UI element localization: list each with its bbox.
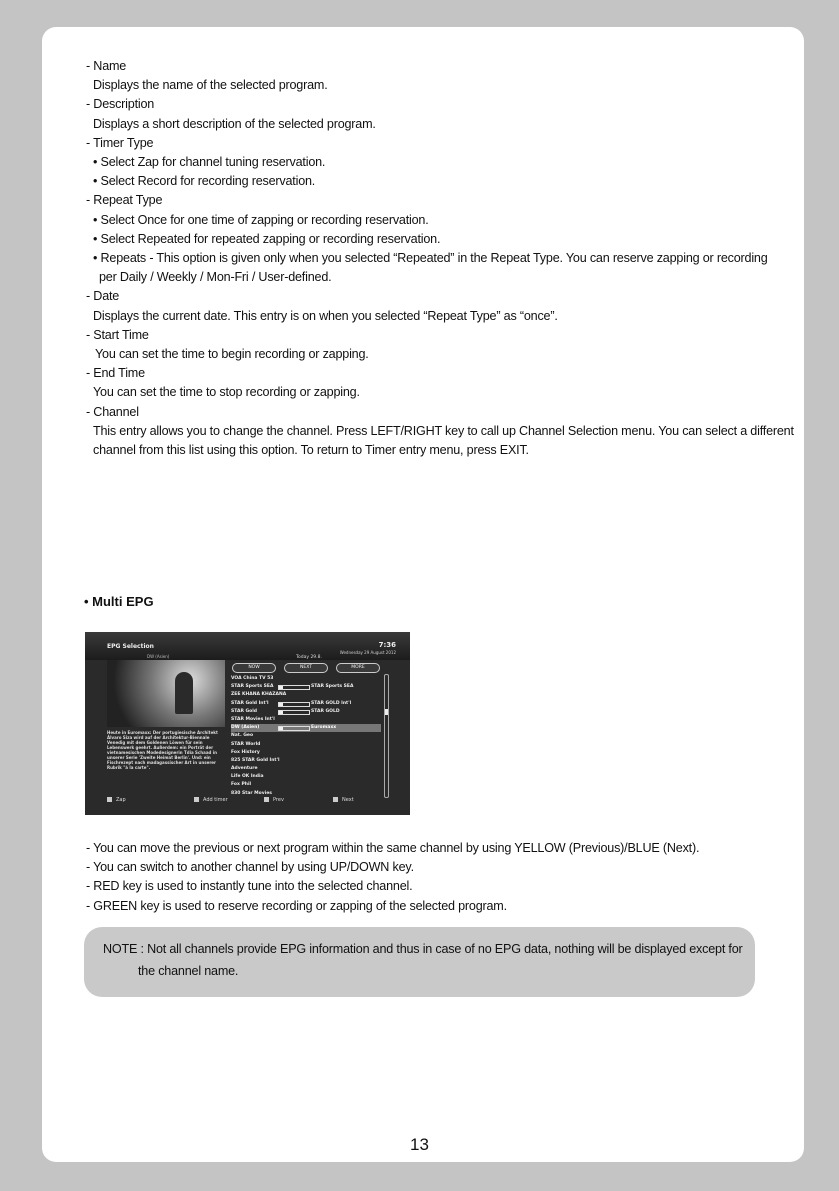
page-number: 13 xyxy=(410,1135,429,1154)
section-line: This entry allows you to change the channel. Press LEFT/RIGHT key to call up Channel Selection menu. You can select a different xyxy=(93,423,794,438)
tab-next[interactable]: NEXT xyxy=(284,663,328,673)
section-line: • Select Record for recording reservation. xyxy=(93,174,316,189)
section-line: - Repeat Type xyxy=(86,193,163,208)
preview-figure xyxy=(175,672,193,714)
epg-scrollbar[interactable] xyxy=(384,674,389,798)
epg-channel-row[interactable] xyxy=(231,757,381,765)
channel-name: Adventure xyxy=(231,766,258,772)
instruction-line: - You can switch to another channel by using UP/DOWN key. xyxy=(86,860,414,875)
epg-title: EPG Selection xyxy=(107,643,154,650)
section-line: Displays a short description of the selected program. xyxy=(93,116,376,131)
section-line: • Select Once for one time of zapping or recording reservation. xyxy=(93,212,429,227)
channel-name: Life OK India xyxy=(231,774,264,780)
epg-video-preview xyxy=(107,660,225,727)
program-progress-bar xyxy=(278,710,310,715)
channel-name: STAR World xyxy=(231,741,261,747)
section-line: - Date xyxy=(86,289,120,304)
yellow-key-icon xyxy=(264,797,269,802)
footer-add-timer[interactable]: Add timer xyxy=(194,797,228,803)
channel-name: STAR Gold Int'l xyxy=(231,700,269,706)
epg-channel-row[interactable] xyxy=(231,724,381,732)
program-name: STAR Sports SEA xyxy=(311,684,354,690)
section-line: - Start Time xyxy=(86,327,149,342)
program-name: Euromaxx xyxy=(311,725,337,731)
section-line: channel from this list using this option. To return to Timer entry menu, press EXIT. xyxy=(93,443,529,458)
epg-clock: 7:36 xyxy=(378,641,396,649)
epg-channel-row[interactable] xyxy=(231,683,381,691)
program-progress-bar xyxy=(278,726,310,731)
section-line: You can set the time to begin recording or zapping. xyxy=(95,347,369,362)
epg-channel-row[interactable] xyxy=(231,691,381,699)
blue-key-icon xyxy=(333,797,338,802)
note-line-2: the channel name. xyxy=(138,964,239,978)
channel-name: 830 Star Movies xyxy=(231,790,272,796)
channel-name: DW (Asien) xyxy=(231,725,260,731)
epg-channel-row[interactable] xyxy=(231,675,381,683)
section-line: per Daily / Weekly / Mon-Fri / User-defined. xyxy=(99,270,332,285)
section-line: Displays the name of the selected program. xyxy=(93,78,328,93)
tab-now[interactable]: NOW xyxy=(232,663,276,673)
epg-screenshot xyxy=(85,632,410,815)
section-line: - Channel xyxy=(86,404,139,419)
epg-channel-row[interactable] xyxy=(231,741,381,749)
epg-key-instructions xyxy=(86,839,806,916)
epg-channel-row[interactable] xyxy=(231,700,381,708)
instruction-line: - RED key is used to instantly tune into the selected channel. xyxy=(86,879,413,894)
red-key-icon xyxy=(107,797,112,802)
footer-prev[interactable]: Prev xyxy=(264,797,284,803)
epg-channel-row[interactable] xyxy=(231,790,381,798)
epg-channel-row[interactable] xyxy=(231,781,381,789)
footer-next[interactable]: Next xyxy=(333,797,354,803)
epg-channel-row[interactable] xyxy=(231,773,381,781)
instruction-line: - GREEN key is used to reserve recording or zapping of the selected program. xyxy=(86,898,507,913)
progress-fill xyxy=(279,711,283,714)
tab-more[interactable]: MORE xyxy=(336,663,380,673)
multi-epg-heading: • Multi EPG xyxy=(84,594,154,609)
epg-date: Wednesday 29 August 2012 xyxy=(339,650,396,655)
section-line: - End Time xyxy=(86,366,145,381)
section-line: - Timer Type xyxy=(86,135,154,150)
channel-name: STAR Gold xyxy=(231,708,258,714)
section-line: • Select Repeated for repeated zapping or recording reservation. xyxy=(93,231,441,246)
epg-channel-row[interactable] xyxy=(231,716,381,724)
channel-name: Fox Phil xyxy=(231,782,252,788)
program-name: STAR GOLD Int'l xyxy=(311,700,352,706)
program-progress-bar xyxy=(278,685,310,690)
section-line: - Description xyxy=(86,97,155,112)
channel-name: ZEE KHANA KHAZANA xyxy=(231,692,287,698)
progress-fill xyxy=(279,686,283,689)
epg-channel-row[interactable] xyxy=(231,732,381,740)
progress-fill xyxy=(279,727,283,730)
channel-name: STAR Sports SEA xyxy=(231,684,274,690)
section-line: Displays the current date. This entry is on when you selected “Repeat Type” as “once”. xyxy=(93,308,558,323)
section-line: • Select Zap for channel tuning reservation. xyxy=(93,155,326,170)
progress-fill xyxy=(279,703,283,706)
epg-program-description: Heute in Euromaxx: Der portugiesische Architekt Álvaro Siza wird auf der Architektur-Biennale Venedig mit dem Goldenen Löwen für sein Lebenswerk geehrt. Außerdem: ein Porträt der vietnamesischen Modedesignerin Tdia Schaad in unserer Serie 'Zweite Heimat Berlin'. Und: ein Fischrezept nach madagassischer Art in unserer Rubrik "à la carte". xyxy=(107,730,218,770)
epg-channel-row[interactable] xyxy=(231,708,381,716)
epg-today-label: Today 29.8. xyxy=(296,655,322,660)
channel-name: Fox History xyxy=(231,749,260,755)
channel-name: Nat. Geo xyxy=(231,733,254,739)
program-name: STAR GOLD xyxy=(311,708,340,714)
scrollbar-thumb[interactable] xyxy=(385,709,388,715)
note-box xyxy=(84,927,755,997)
channel-name: 825 STAR Gold Int'l xyxy=(231,757,280,763)
epg-channel-row[interactable] xyxy=(231,749,381,757)
epg-channel-list xyxy=(231,675,381,798)
program-progress-bar xyxy=(278,702,310,707)
channel-name: VOA China TV 53 xyxy=(231,676,274,681)
channel-name: STAR Movies Int'l xyxy=(231,716,275,722)
timer-entry-descriptions xyxy=(86,57,794,460)
epg-channel-row[interactable] xyxy=(231,765,381,773)
footer-zap[interactable]: Zap xyxy=(107,797,126,803)
section-line: - Name xyxy=(86,59,127,73)
section-line: • Repeats - This option is given only when you selected “Repeated” in the Repeat Type. You can reserve zapping or recording xyxy=(93,251,768,266)
epg-channel-caption: DW (Asien) xyxy=(147,654,170,659)
instruction-line: - You can move the previous or next program within the same channel by using YELLOW (Previous)/BLUE (Next). xyxy=(86,841,700,855)
green-key-icon xyxy=(194,797,199,802)
section-line: You can set the time to stop recording or zapping. xyxy=(93,385,360,400)
note-line-1: NOTE : Not all channels provide EPG information and thus in case of no EPG data, nothing will be displayed except for xyxy=(103,942,743,956)
